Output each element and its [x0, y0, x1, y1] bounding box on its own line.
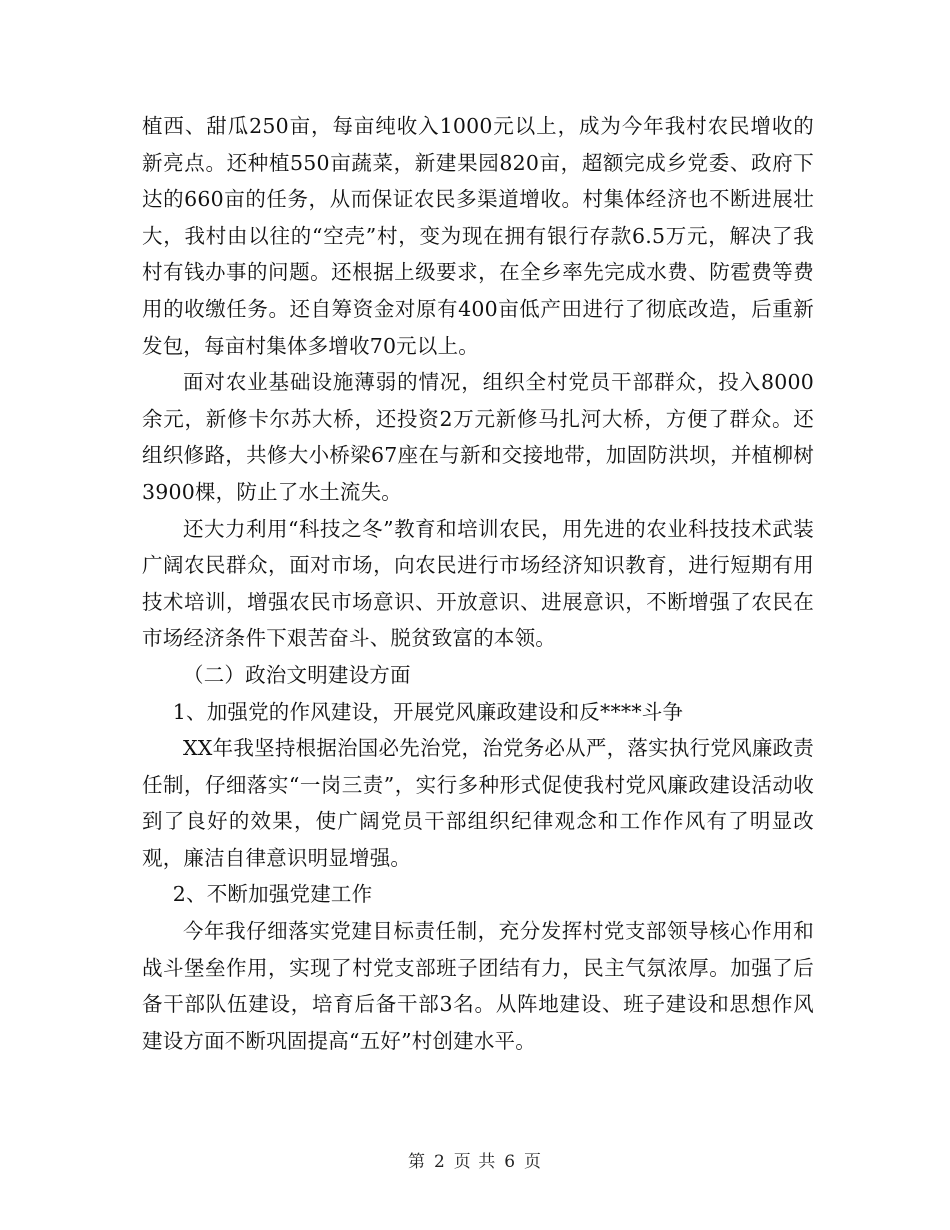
paragraph-2: 面对农业基础设施薄弱的情况，组织全村党员干部群众，投入8000余元，新修卡尔苏大桥，还投资2万元新修马扎河大桥，方便了群众。还组织修路，共修大小桥梁67座在与新和交接地带，加固防洪坝，并植柳树3900棵，防止了水土流失。 — [142, 370, 814, 504]
paragraph-3: 还大力利用“科技之冬”教育和培训农民，用先进的农业科技技术武装广阔农民群众，面对市场，向农民进行市场经济知识教育，进行短期有用技术培训，增强农民市场意识、开放意识、进展意识，不断增强了农民在市场经济条件下艰苦奋斗、脱贫致富的本领。 — [142, 516, 814, 651]
section-heading-political: （二）政治文明建设方面 — [183, 662, 411, 687]
paragraph-5: 今年我仔细落实党建目标责任制，充分发挥村党支部领导核心作用和战斗堡垒作用，实现了村党支部班子团结有力，民主气氛浓厚。加强了后备干部队伍建设，培育后备干部3名。从阵地建设、班子建设和思想作风建设方面不断巩固提高“五好”村创建水平。 — [142, 919, 814, 1053]
document-body — [142, 108, 814, 1059]
subheading-party-building: 2、不断加强党建工作 — [172, 882, 373, 907]
paragraph-4: XX年我坚持根据治国必先治党，治党务必从严，落实执行党风廉政责任制，仔细落实“一岗三责”，实行多种形式促使我村党风廉政建设活动收到了良好的效果，使广阔党员干部组织纪律观念和工作作风有了明显改观，廉洁自律意识明显增强。 — [142, 736, 814, 870]
subheading-party-style: 1、加强党的作风建设，开展党风廉政建设和反****斗争 — [172, 699, 684, 724]
footer-suffix: 页 — [524, 1152, 543, 1172]
footer-prefix: 第 — [407, 1152, 426, 1172]
paragraph-1: 植西、甜瓜250亩，每亩纯收入1000元以上，成为今年我村农民增收的新亮点。还种植550亩蔬菜，新建果园820亩，超额完成乡党委、政府下达的660亩的任务，从而保证农民多渠道增收。村集体经济也不断进展壮大，我村由以往的“空壳”村，变为现在拥有银行存款6.5万元，解决了我村有钱办事的问题。还根据上级要求，在全乡率先完成水费、防雹费等费用的收缴任务。还自筹资金对原有400亩低产田进行了彻底改造，后重新发包，每亩村集体多增收70元以上。 — [142, 114, 814, 358]
footer-middle: 页 共 — [453, 1152, 497, 1172]
page-footer — [0, 1147, 950, 1172]
footer-total-pages: 6 — [504, 1152, 517, 1172]
footer-current-page: 2 — [433, 1152, 446, 1172]
